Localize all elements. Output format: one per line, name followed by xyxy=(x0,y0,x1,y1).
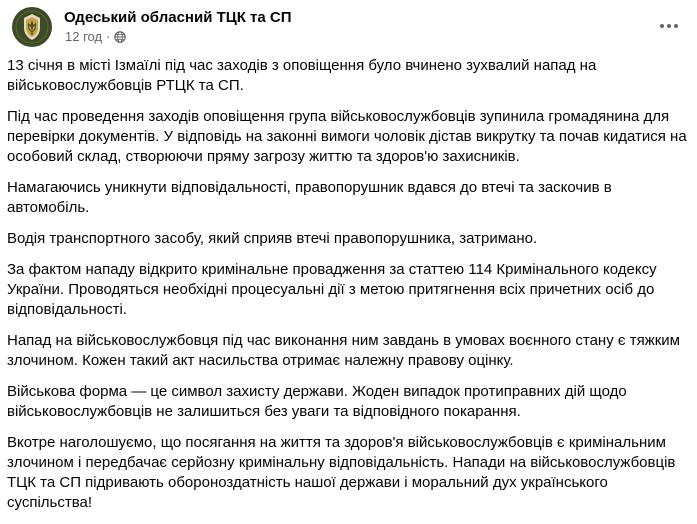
more-horizontal-icon xyxy=(660,24,678,28)
post-body xyxy=(7,56,691,524)
page-avatar[interactable] xyxy=(12,7,52,47)
post-paragraph: 13 січня в місті Ізмаїлі під час заходів з оповіщення було вчинено зухвалий напад на військовослужбовців РТЦК та СП. xyxy=(7,57,597,94)
post-paragraph: Військова форма — це символ захисту держави. Жоден випадок протиправних дій щодо військовослужбовців не залишиться без уваги та відповідного покарання. xyxy=(7,383,627,420)
post-paragraph: Напад на військовослужбовця під час виконання ним завдань в умовах воєнного стану є тяжким злочином. Кожен такий акт насильства отримає належну правову оцінку. xyxy=(7,332,680,369)
post-paragraph: Водія транспортного засобу, який сприяв втечі правопорушника, затримано. xyxy=(7,230,538,247)
post-paragraph: Під час проведення заходів оповіщення група військовослужбовців зупинила громадянина для перевірки документів. У відповідь на законні вимоги чоловік дістав викрутку та почав кидатися на особовий склад, створюючи пряму загрозу життю та здоров'ю захисників. xyxy=(7,108,687,165)
post-paragraph: Вкотре наголошуємо, що посягання на життя та здоров'я військовослужбовців є кримінальним злочином і передбачає серйозну кримінальну відповідальність. Напади на військовослужбовців ТЦК та СП підривають обороноздатність нашої держави і моральний дух українського суспільства! xyxy=(7,434,676,511)
post-header xyxy=(12,6,687,46)
post-options-button[interactable] xyxy=(653,10,685,42)
meta-separator: · xyxy=(106,29,111,44)
post-timestamp[interactable]: 12 год xyxy=(65,29,103,44)
emblem-icon xyxy=(12,7,52,47)
post-paragraph: Намагаючись уникнути відповідальності, правопорушник вдався до втечі та заскочив в автомобіль. xyxy=(7,179,612,216)
post-paragraph: За фактом нападу відкрито кримінальне провадження за статтею 114 Кримінального кодексу України. Проводяться необхідні процесуальні дії з метою притягнення всіх причетних осіб до відповідальності. xyxy=(7,261,657,318)
globe-icon[interactable] xyxy=(114,31,126,47)
post-meta xyxy=(65,29,126,47)
page-name-link[interactable]: Одеський обласний ТЦК та СП xyxy=(64,9,292,26)
